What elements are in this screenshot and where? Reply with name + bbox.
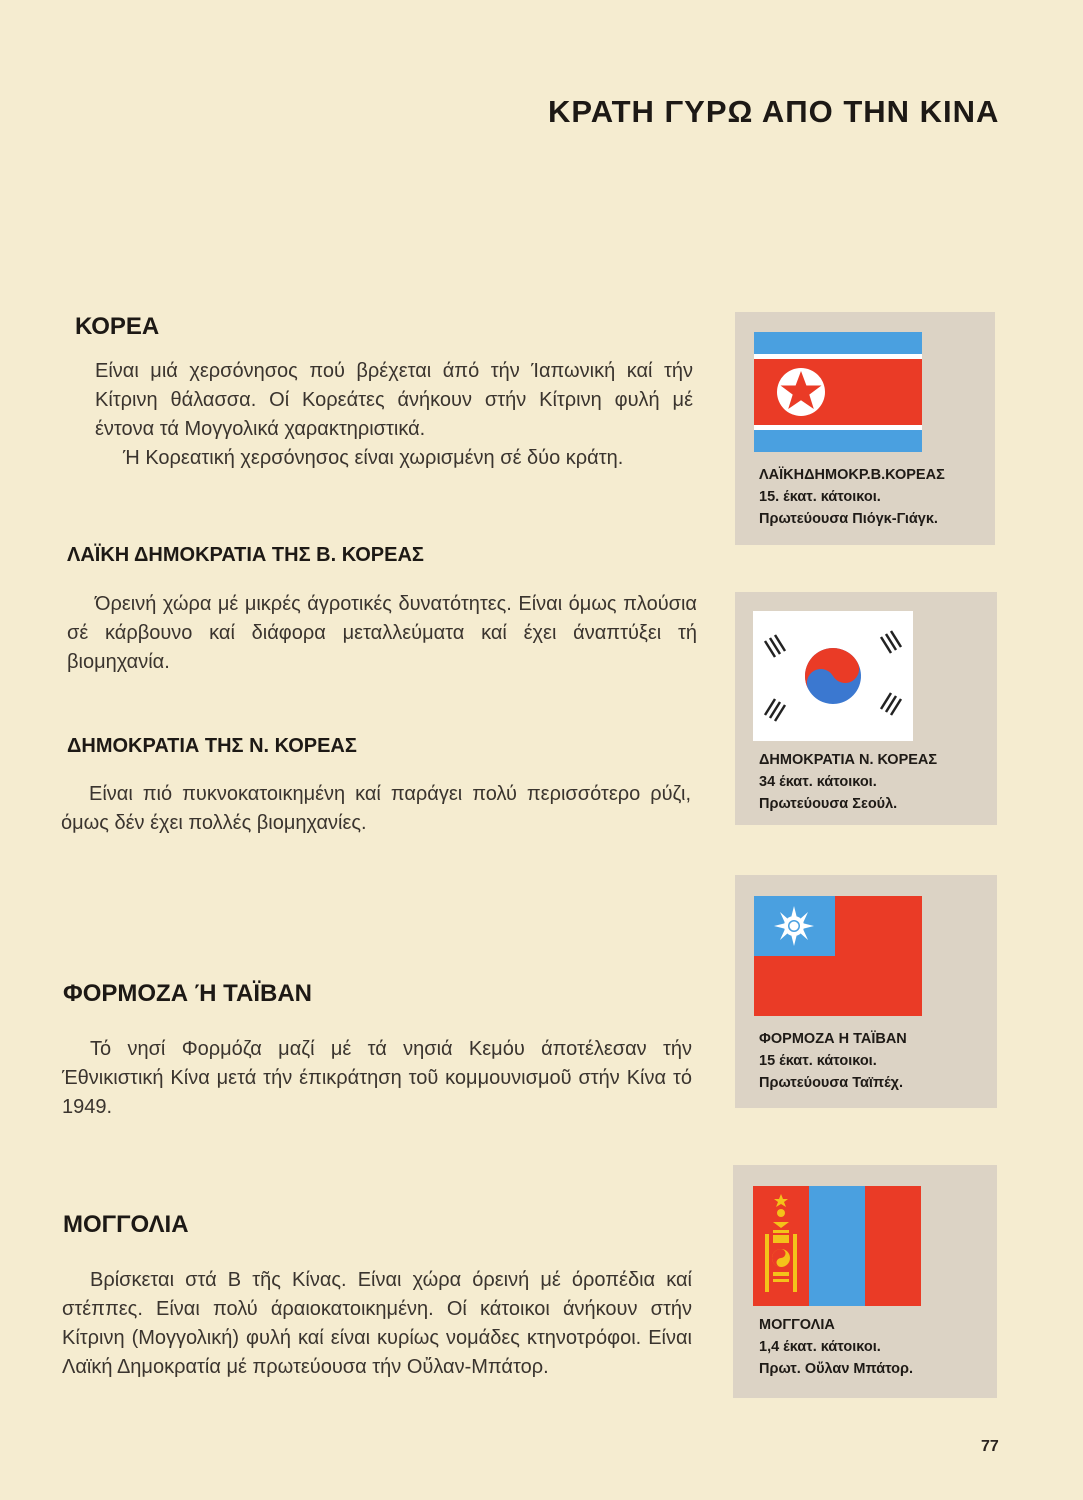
north-korea-flag xyxy=(754,332,922,452)
korea-text xyxy=(95,357,693,473)
south-korea-flag xyxy=(753,611,913,741)
north-korea-text: Όρεινή χώρα μέ μικρές άγροτικές δυνατότητες. Είναι όμως πλούσια σέ κάρβουνο καί διάφορα μεταλλεύματα καί έχει άναπτύξει τή βιομηχανία. xyxy=(67,593,697,673)
flag-blue-bottom-stripe xyxy=(754,430,922,452)
north-korea-panel xyxy=(735,312,995,545)
caption-population: 15 έκατ. κάτοικοι. xyxy=(759,1053,877,1069)
caption-population: 15. έκατ. κάτοικοι. xyxy=(759,489,881,505)
caption-capital: Πρωτεύουσα Πιόγκ-Γιάγκ. xyxy=(759,511,938,527)
mongolia-panel xyxy=(733,1165,997,1398)
flag-blue-top-stripe xyxy=(754,332,922,354)
taiwan-text: Τό νησί Φορμόζα μαζί μέ τά νησιά Κεμόυ άποτέλεσαν τήν Έθνικιστική Κίνα μετά τήν έπικράτηση τοῦ κομμουνισμοῦ στήν Κίνα τό 1949. xyxy=(62,1038,692,1118)
caption-country: ΛΑΪΚΗΔΗΜΟΚΡ.Β.ΚΟΡΕΑΣ xyxy=(759,467,945,483)
flag-blue-center-stripe xyxy=(809,1186,865,1306)
korea-heading: ΚΟΡΕΑ xyxy=(75,313,160,340)
north-korea-caption xyxy=(759,464,945,530)
flag-red-right-stripe xyxy=(865,1186,921,1306)
caption-capital: Πρωτεύουσα Σεούλ. xyxy=(759,796,898,812)
south-korea-caption xyxy=(759,749,937,815)
page-title: ΚΡΑΤΗ ΓΥΡΩ ΑΠΟ ΤΗΝ ΚΙΝΑ xyxy=(548,94,1000,129)
caption-population: 1,4 έκατ. κάτοικοι. xyxy=(759,1339,881,1355)
mongolia-caption xyxy=(759,1314,913,1380)
mongolia-heading: ΜΟΓΓΟΛΙΑ xyxy=(63,1211,189,1238)
south-korea-panel xyxy=(735,592,997,825)
flag-white-top-stripe xyxy=(754,354,922,359)
caption-capital: Πρωτ. Οὔλαν Μπάτορ. xyxy=(759,1361,914,1377)
caption-country: ΜΟΓΓΟΛΙΑ xyxy=(759,1317,835,1333)
mongolia-flag xyxy=(753,1186,921,1306)
taiwan-caption xyxy=(759,1028,907,1094)
flag-white-bottom-stripe xyxy=(754,425,922,430)
korea-paragraph-1: Είναι μιά χερσόνησος πού βρέχεται άπό τήν Ίαπωνική καί τήν Κίτρινη θάλασσα. Οί Κορεάτες άνήκουν στήν Κίτρινη φυλή μέ έντονα τά Μογγολικά χαρακτηριστικά. xyxy=(95,360,693,440)
south-korea-heading: ΔΗΜΟΚΡΑΤΙΑ ΤΗΣ Ν. ΚΟΡΕΑΣ xyxy=(67,735,357,757)
caption-country: ΦΟΡΜΟΖΑ Η ΤΑΪΒΑΝ xyxy=(759,1031,907,1047)
caption-capital: Πρωτεύουσα Ταϊπέχ. xyxy=(759,1075,903,1091)
south-korea-text: Είναι πιό πυκνοκατοικημένη καί παράγει πολύ περισσότερο ρύζι, όμως δέν έχει πολλές βιομηχανίες. xyxy=(61,783,691,834)
page-number: 77 xyxy=(981,1438,999,1455)
korea-paragraph-2: Ή Κορεατική χερσόνησος είναι χωρισμένη σέ δύο κράτη. xyxy=(123,447,624,469)
caption-population: 34 έκατ. κάτοικοι. xyxy=(759,774,877,790)
taiwan-heading: ΦΟΡΜΟΖΑ Ή ΤΑΪΒΑΝ xyxy=(63,980,312,1007)
caption-country: ΔΗΜΟΚΡΑΤΙΑ Ν. ΚΟΡΕΑΣ xyxy=(759,752,938,768)
taiwan-panel xyxy=(735,875,997,1108)
north-korea-heading: ΛΑΪΚΗ ΔΗΜΟΚΡΑΤΙΑ ΤΗΣ Β. ΚΟΡΕΑΣ xyxy=(67,544,424,566)
mongolia-text: Βρίσκεται στά Β τῆς Κίνας. Είναι χώρα όρεινή μέ όροπέδια καί στέππες. Είναι πολύ άραιοκατοικημένη. Οί κάτοικοι άνήκουν στήν Κίτρινη (Μογγολική) φυλή καί είναι κυρίως νομάδες κτηνοτρόφοι. Είναι Λαϊκή Δημοκρατία μέ πρωτεύουσα τήν Οὔλαν-Μπάτορ. xyxy=(62,1269,692,1378)
taiwan-flag xyxy=(754,896,922,1016)
